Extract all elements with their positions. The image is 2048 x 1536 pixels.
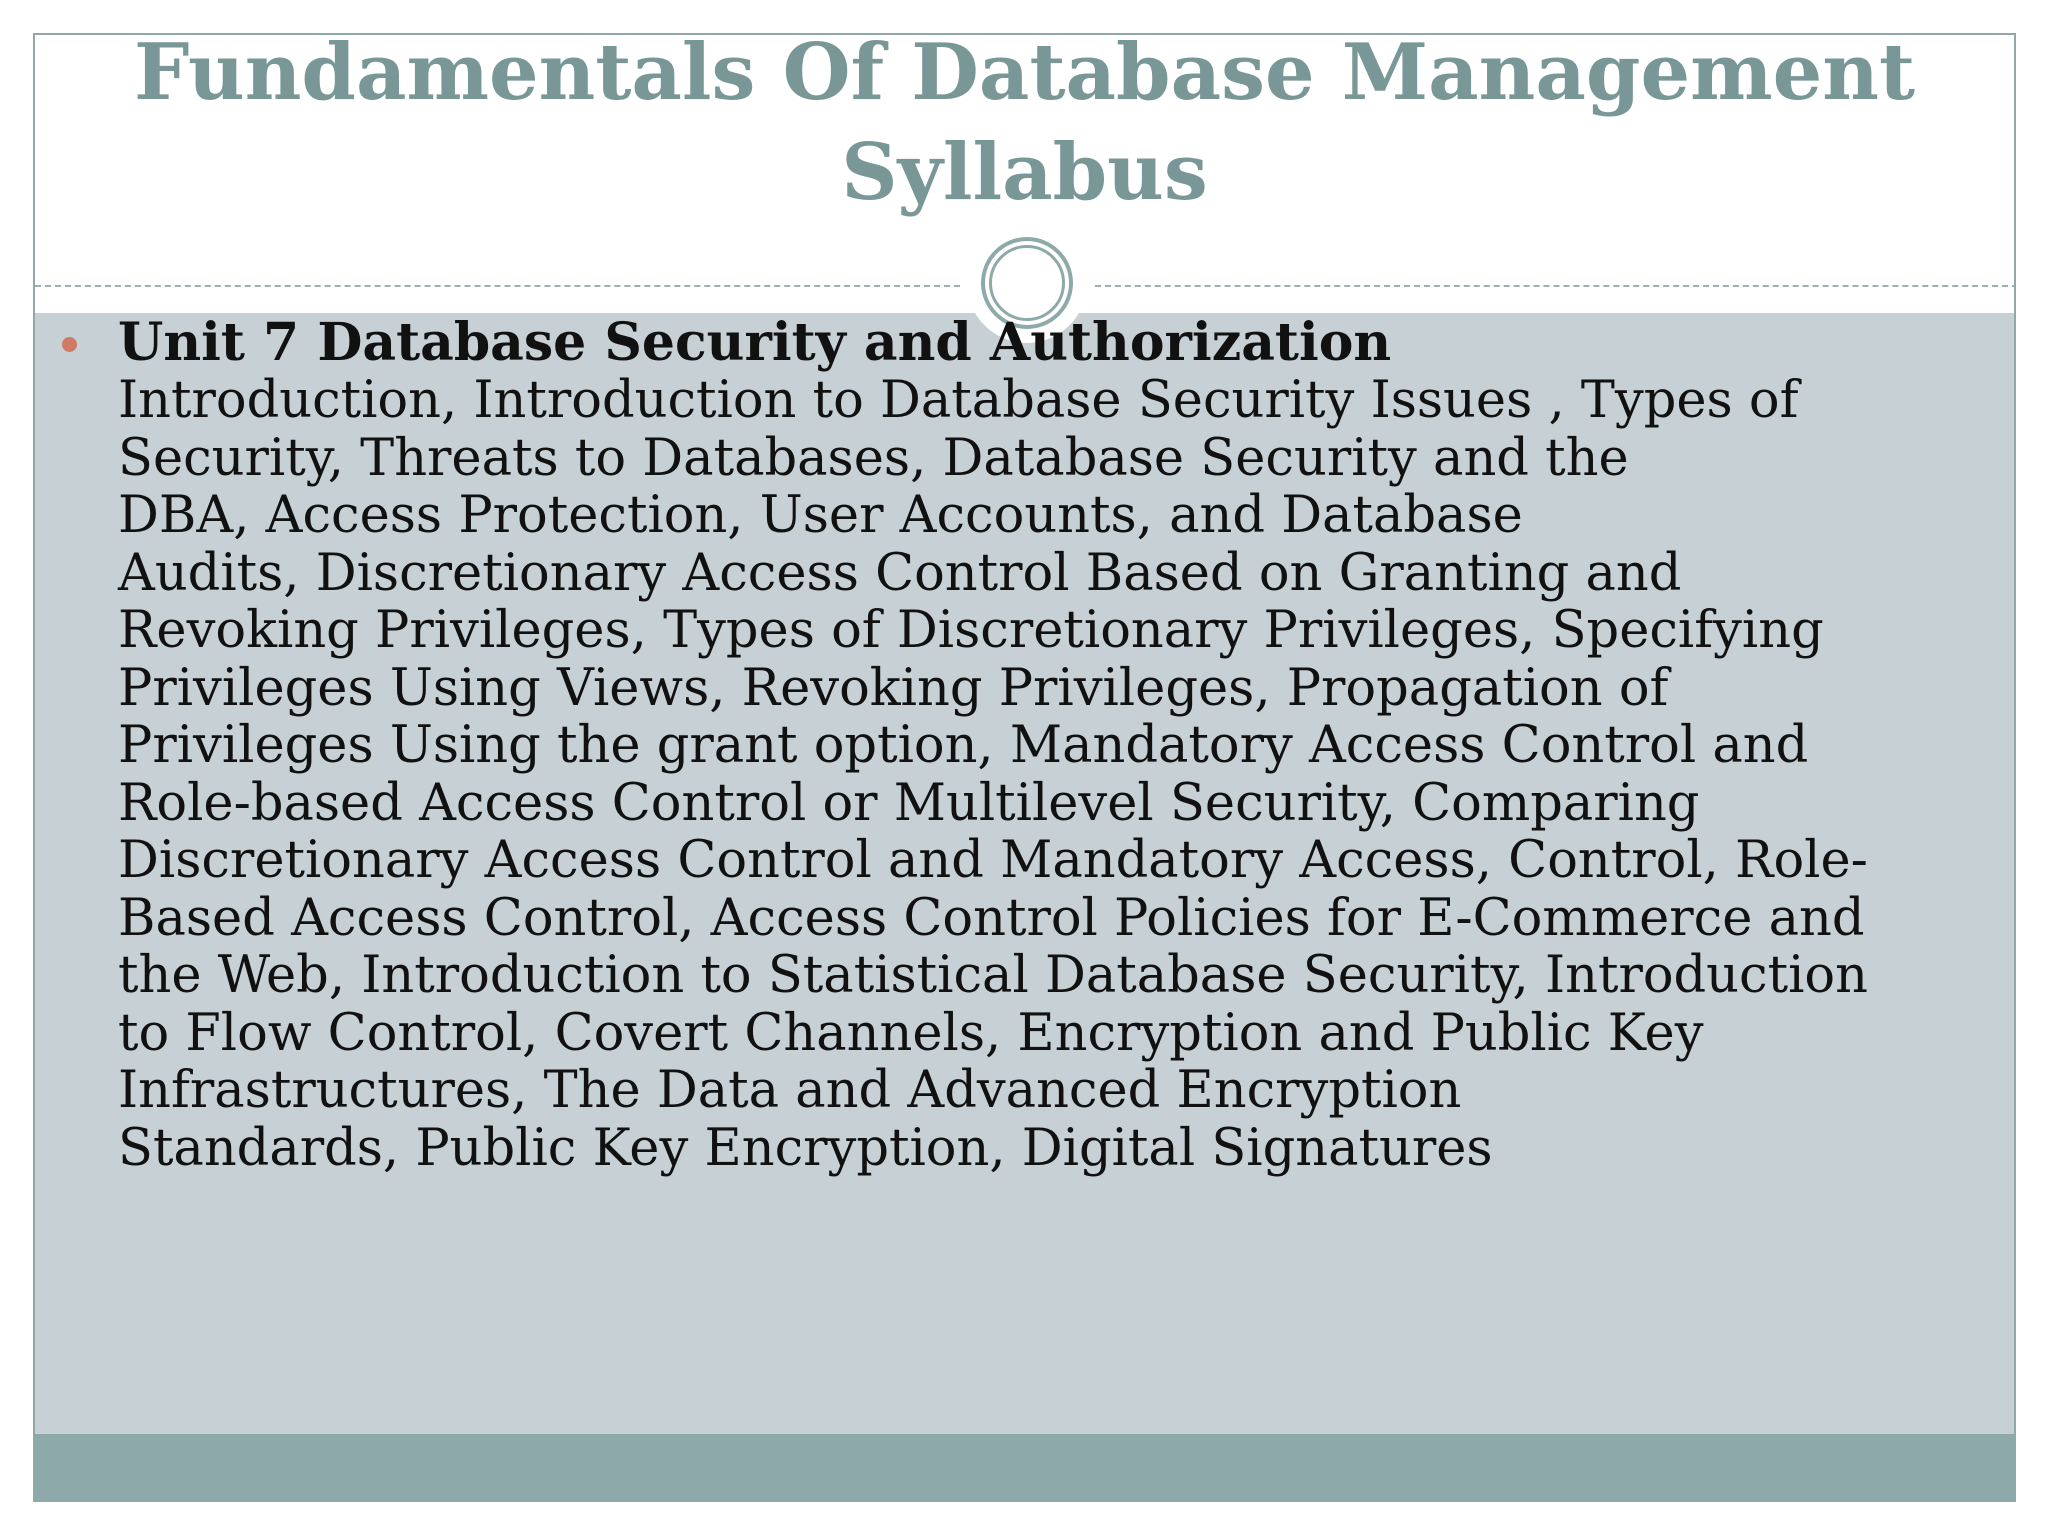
unit-description-line: Privileges Using Views, Revoking Privileges, Propagation of: [118, 658, 1669, 718]
slide-title: [35, 33, 2014, 223]
unit-description-line: Introduction, Introduction to Database Security Issues , Types of: [118, 371, 1799, 430]
unit-description-line: Role-based Access Control or Multilevel Security, Comparing: [118, 773, 1700, 833]
title-divider-right: [1095, 285, 2016, 287]
bullet-icon: [62, 337, 77, 352]
unit-description-line: to Flow Control, Covert Channels, Encryption and Public Key: [118, 1003, 1704, 1063]
unit-description-line: the Web, Introduction to Statistical Database Security, Introduction: [118, 946, 1868, 1005]
unit-heading: Unit 7 Database Security and Authorization: [118, 312, 1392, 373]
unit-section: [118, 314, 1958, 1177]
unit-description: [118, 372, 1958, 1177]
unit-description-line: Discretionary Access Control and Mandatory Access, Control, Role-: [118, 831, 1868, 890]
unit-description-line: Based Access Control, Access Control Policies for E-Commerce and: [118, 888, 1865, 948]
slide-title-line-1: Fundamentals Of Database Management: [133, 33, 1915, 118]
footer-bar: [35, 1434, 2014, 1502]
unit-description-line: Security, Threats to Databases, Database Security and the: [118, 428, 1629, 488]
unit-description-line: Revoking Privileges, Types of Discretionary Privileges, Specifying: [118, 601, 1824, 660]
unit-description-line: Standards, Public Key Encryption, Digital Signatures: [118, 1118, 1493, 1178]
unit-description-line: Audits, Discretionary Access Control Based on Granting and: [118, 543, 1682, 603]
unit-description-line: Infrastructures, The Data and Advanced Encryption: [118, 1061, 1462, 1120]
unit-description-line: DBA, Access Protection, User Accounts, and Database: [118, 486, 1523, 545]
unit-description-line: Privileges Using the grant option, Mandatory Access Control and: [118, 716, 1809, 775]
divider-inner-ring-icon: [989, 245, 1065, 321]
slide-title-line-2: Syllabus: [841, 127, 1208, 218]
title-divider-left: [35, 285, 960, 287]
